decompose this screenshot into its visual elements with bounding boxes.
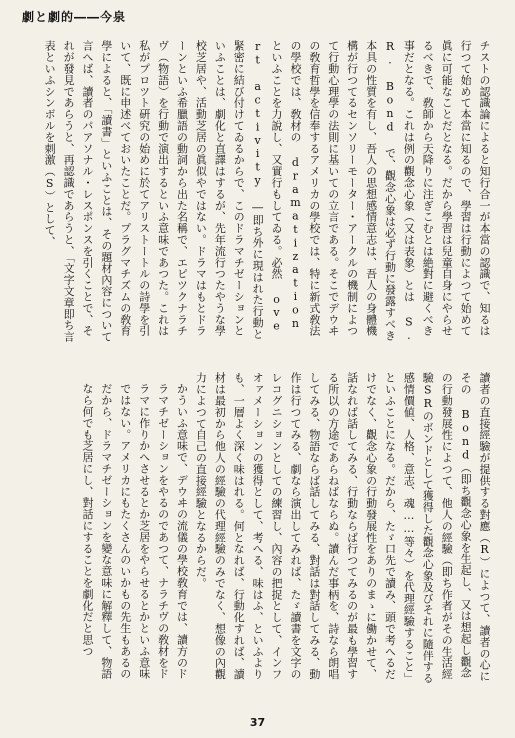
- running-header: 劇と劇的――今泉: [22, 10, 127, 24]
- paragraph: かういふ意味で、デウヰの流儀の學校敎育では、讀方のドラマチゼーションをやるのであつて、ナラチヴの敎材をドラマに作りかへさせるとか芝居をやらせるとかといふ意味ではない。アメリカにもたくさんのいかもの先生もあるのだから、ドラマチゼーションを變な意味に解釋して、物語なら何でも芝居にし、對話にすることを劇化だと思つ: [80, 383, 189, 680]
- lower-text-column: [22, 372, 493, 684]
- upper-text-column: [22, 40, 493, 346]
- paragraph: 讀者の直接經驗が提供する對應（R）によつて、讀者の心にその Bond（即ち觀念心象を生起し、又は想起し觀念の行動發展性によつて、他人の經驗（即ち作者がその生活經驗SRのボンドとして獲得した觀念心象及びそれに隨伴する感情價値、人格、意志、魂……等々）を代理經驗すること」といふことになる。だから、たゞ口先で讀み、頭で考へるだけでなく、觀念心象の行動發展性をありのまゝに働かせて、話なれば話してみる、行動ならば行つてみるのが最も學習する所以の方途であらねばならぬ。讀んだ事柄を、詩なら朗唱してみる、物語ならば話してみる、對話は對話してみる、動作は行つてみる、劇なら演出してみれば、たゞ讀書を文字のレコグニションとしての練習し、內容の把捉として、インフオァメーションの獲得として、考へる、味はふ、といふよりも、一層よく深く味はれる。何となれば、行動化すれば、讀材は最初から他人の經驗の代理經驗のみでなく、想像の內觀力によつて自己の直接經驗となるからだ。: [194, 372, 491, 684]
- page-number: 37: [249, 716, 266, 729]
- paragraph: チストの認識論によると知行合一が本當の認識で、知るは行つて始めて本當に知るので、學習は行動によつて始めて眞に可能なことだとなる。だから學習は兒童自身にやらせるべきで、敎師から天降りに注ぎこむとは絶對に避くべき事だとなる。これは例の觀念心象（又は表象）とは S.R. Bond で、觀念心象は必ず行動に發露すべき本具の性質を有し、吾人の思想感情意志は、吾人の身體機構が行つてるセンソリーモーター・アークルの機制によつて行動心理學の法則に基いての立言である。そこでデウヰの敎育哲學を信奉するアメリカの學校では、特に新式敎法の學校では、敎材の dramatization といふことを力說し、又實行もしてゐる。必然 overt activity ―即ち外に現はれた行動と緊密に結び付けてゐるからで、このドラマチゼーションといふことは、劇化と直譯はするが、先年流行つたやうな學校芝居や、活動芝居の眞似やではない。ドラマはもとドラーンといふ希臘語の動詞から出た名稱で、エピツクナラチヴ（物語）を行動で演出するといふ意味であつた。これは私がプロツト硏究の始めに於てアリストートルの詩學を引いて、既に申述べておいたことだ。プラグマチズムの敎育學によると、「讀書」といふことは、その題材內容について言へば、讀者のパアソナル・レスポンスを引くことで、それが發見であらうと、再認識であらうと、「文字文章即ち言表といふシンボルを刺激（S）として、: [43, 40, 491, 343]
